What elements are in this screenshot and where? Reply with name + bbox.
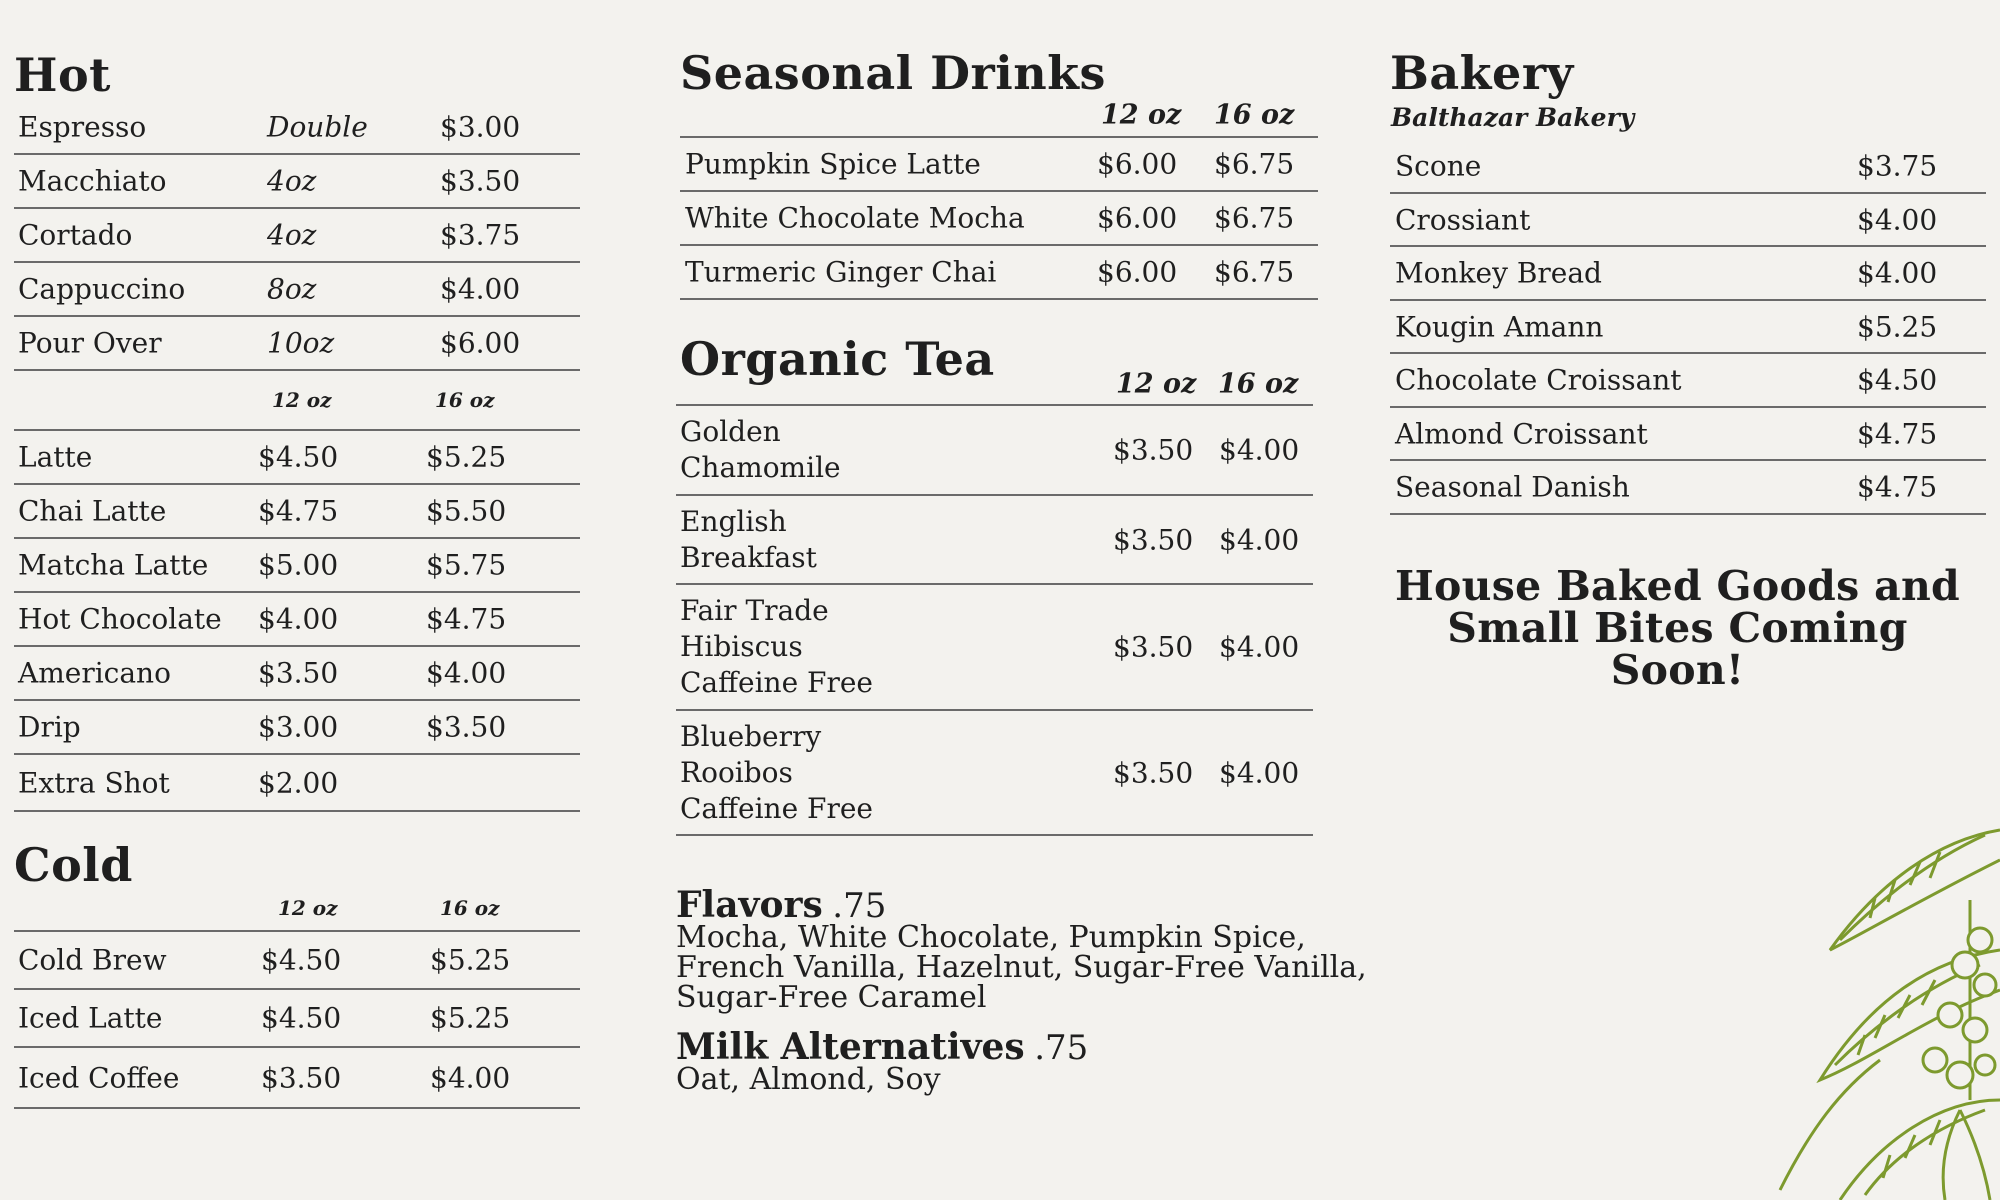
item-size: 4oz (267, 164, 317, 198)
item-name: Latte (18, 440, 93, 474)
item-price-12oz: $3.50 (1113, 523, 1194, 556)
bakery-list (1390, 140, 1986, 515)
bakery-subtitle: Balthazar Bakery (1391, 103, 1635, 132)
milk-heading (676, 1026, 1089, 1068)
cold-list (14, 878, 580, 1109)
seasonal-list (680, 94, 1318, 300)
menu-item (676, 585, 1313, 711)
item-name-line: Rooibos (680, 755, 793, 789)
size-header-row (14, 371, 580, 431)
menu-item (1390, 301, 1986, 354)
item-price-12oz: $3.50 (1113, 756, 1194, 789)
menu-item (14, 932, 580, 990)
item-name-line: Golden (680, 415, 781, 448)
item-name: Cappuccino (18, 272, 186, 306)
menu-item (14, 317, 580, 371)
item-price-12oz: $3.00 (258, 710, 339, 744)
item-size: 4oz (267, 218, 317, 252)
item-price-12oz: $3.50 (261, 1061, 342, 1094)
size-header-12oz: 12 oz (1116, 368, 1197, 400)
size-header-16oz: 16 oz (435, 388, 495, 412)
item-price: $4.50 (1857, 363, 1938, 397)
item-name: Crossiant (1395, 203, 1531, 236)
item-price-12oz: $3.50 (1113, 433, 1194, 467)
size-header-16oz: 16 oz (440, 896, 500, 920)
item-price-12oz: $4.75 (258, 494, 339, 528)
item-price-12oz: $4.50 (261, 943, 342, 977)
size-header-12oz: 12 oz (278, 896, 338, 920)
menu-item (14, 485, 580, 539)
item-price: $3.50 (440, 164, 521, 198)
item-name (680, 593, 873, 701)
item-name-line: Hibiscus (680, 630, 803, 663)
coming-soon-line: House Baked Goods and (1394, 562, 1961, 610)
item-price: $3.75 (440, 218, 521, 252)
item-price: $4.75 (1857, 417, 1938, 450)
item-name (680, 414, 841, 486)
flavors-heading (676, 884, 1367, 926)
seasonal-title: Seasonal Drinks (680, 46, 1106, 100)
item-price-16oz: $5.25 (426, 440, 507, 474)
item-size: 10oz (267, 326, 335, 360)
item-name: Almond Croissant (1395, 417, 1648, 450)
item-price: $6.00 (440, 326, 521, 360)
item-name: Pumpkin Spice Latte (685, 147, 981, 181)
menu-item (676, 711, 1313, 836)
item-name: Scone (1395, 149, 1482, 183)
item-price: $3.75 (1857, 149, 1938, 183)
item-price-16oz: $4.00 (1219, 756, 1300, 789)
item-price-16oz: $5.75 (426, 548, 507, 582)
size-header-12oz: 12 oz (1101, 99, 1182, 131)
menu-item (1390, 354, 1986, 408)
milk-block (676, 1026, 1089, 1097)
item-name: Kougin Amann (1395, 310, 1604, 343)
item-price-12oz: $5.00 (258, 548, 339, 582)
item-size: 8oz (267, 272, 317, 306)
flavors-block (676, 884, 1367, 1015)
item-price-12oz: $4.50 (258, 440, 339, 474)
menu-item (14, 263, 580, 317)
item-name: Hot Chocolate (18, 602, 222, 636)
menu-item (680, 138, 1318, 192)
size-header-16oz: 16 oz (1214, 99, 1295, 131)
item-price-12oz: $3.50 (1113, 630, 1194, 664)
size-header-row (14, 878, 580, 932)
item-price-16oz: $5.50 (426, 494, 507, 528)
item-price-12oz: $6.00 (1097, 147, 1178, 181)
item-price: $4.00 (440, 272, 521, 306)
menu-item (1390, 408, 1986, 461)
flavors-title: Flavors (676, 884, 823, 926)
item-name: Cortado (18, 218, 133, 252)
item-price-12oz: $4.50 (261, 1001, 342, 1035)
item-price-12oz: $6.00 (1097, 201, 1178, 235)
item-name: Drip (18, 710, 81, 744)
item-price-12oz: $2.00 (258, 766, 339, 799)
item-price-12oz: $4.00 (258, 602, 339, 636)
menu-item (680, 246, 1318, 300)
item-price: $3.00 (440, 110, 521, 143)
item-price: $5.25 (1857, 310, 1938, 343)
menu-item (14, 431, 580, 485)
item-name-line: Breakfast (680, 540, 817, 574)
item-name: Extra Shot (18, 766, 170, 799)
menu-item (14, 593, 580, 647)
item-name: Espresso (18, 110, 147, 143)
item-price-16oz: $5.25 (430, 943, 511, 977)
item-name-line: Chamomile (680, 451, 841, 484)
milk-list: Oat, Almond, Soy (676, 1062, 941, 1097)
menu-item (14, 647, 580, 701)
item-price-12oz: $3.50 (258, 656, 339, 690)
cold-title: Cold (14, 838, 133, 892)
menu-item (14, 701, 580, 755)
item-name-line: English (680, 504, 787, 538)
item-name: Monkey Bread (1395, 256, 1602, 290)
tea-title: Organic Tea (680, 332, 995, 386)
item-price-16oz: $4.00 (430, 1061, 511, 1094)
item-price-16oz: $4.00 (1219, 630, 1300, 664)
menu-item (1390, 194, 1986, 247)
item-name: Iced Coffee (18, 1061, 180, 1094)
coffee-plant-icon (1770, 800, 2000, 1200)
size-header-row (676, 364, 1313, 406)
menu-item (680, 192, 1318, 246)
item-name-line: Fair Trade (680, 594, 829, 627)
item-price-16oz: $6.75 (1214, 255, 1295, 289)
item-name-line: Caffeine Free (680, 791, 873, 825)
item-size: Double (267, 110, 368, 143)
item-name: Pour Over (18, 326, 162, 360)
item-name: Iced Latte (18, 1001, 163, 1035)
item-price: $4.75 (1857, 470, 1938, 504)
menu-item (1390, 140, 1986, 194)
hot-title: Hot (14, 48, 111, 102)
flavors-price: .75 (832, 886, 887, 926)
menu-item (14, 990, 580, 1048)
coming-soon-line: Small Bites Coming Soon! (1447, 604, 1908, 694)
item-name: Matcha Latte (18, 548, 209, 582)
menu-item (14, 209, 580, 263)
menu-item (1390, 247, 1986, 301)
item-name (680, 504, 817, 576)
item-price-16oz: $6.75 (1214, 147, 1295, 181)
item-name (680, 719, 873, 827)
item-price-16oz: $4.00 (1219, 523, 1300, 556)
item-name: Chocolate Croissant (1395, 363, 1682, 397)
item-name: Chai Latte (18, 494, 167, 528)
item-name: Macchiato (18, 164, 167, 198)
size-header-16oz: 16 oz (1218, 368, 1299, 400)
item-name-line: Blueberry (680, 719, 822, 753)
menu-item (1390, 461, 1986, 515)
item-price-16oz: $6.75 (1214, 201, 1295, 235)
size-header-12oz: 12 oz (272, 388, 332, 412)
menu-item (14, 155, 580, 209)
item-price-16oz: $4.00 (1219, 433, 1300, 467)
item-price-16oz: $4.75 (426, 602, 507, 636)
item-name: Americano (18, 656, 171, 690)
flavors-list-line: Mocha, White Chocolate, Pumpkin Spice, (676, 920, 1306, 955)
item-name: Cold Brew (18, 943, 167, 977)
milk-title: Milk Alternatives (676, 1026, 1025, 1068)
tea-list (676, 364, 1313, 836)
item-name: Turmeric Ginger Chai (685, 255, 997, 289)
item-price: $4.00 (1857, 256, 1938, 290)
menu-item (14, 1048, 580, 1109)
menu-item (676, 406, 1313, 496)
menu-item (676, 496, 1313, 585)
size-header-row (680, 94, 1318, 138)
coming-soon-notice (1390, 562, 1965, 694)
item-name-line: Caffeine Free (680, 666, 873, 699)
item-price-12oz: $6.00 (1097, 255, 1178, 289)
item-price-16oz: $3.50 (426, 710, 507, 744)
item-name: White Chocolate Mocha (685, 201, 1025, 235)
menu-item (14, 755, 580, 812)
hot-espresso-list (14, 100, 580, 812)
milk-price: .75 (1034, 1028, 1089, 1068)
bakery-title: Bakery (1390, 46, 1574, 100)
flavors-list-line: French Vanilla, Hazelnut, Sugar-Free Vanilla, (676, 950, 1367, 985)
item-name: Seasonal Danish (1395, 470, 1630, 504)
item-price-16oz: $4.00 (426, 656, 507, 690)
menu-item (14, 539, 580, 593)
flavors-list-line: Sugar-Free Caramel (676, 980, 987, 1015)
item-price-16oz: $5.25 (430, 1001, 511, 1035)
menu-item (14, 100, 580, 155)
item-price: $4.00 (1857, 203, 1938, 236)
